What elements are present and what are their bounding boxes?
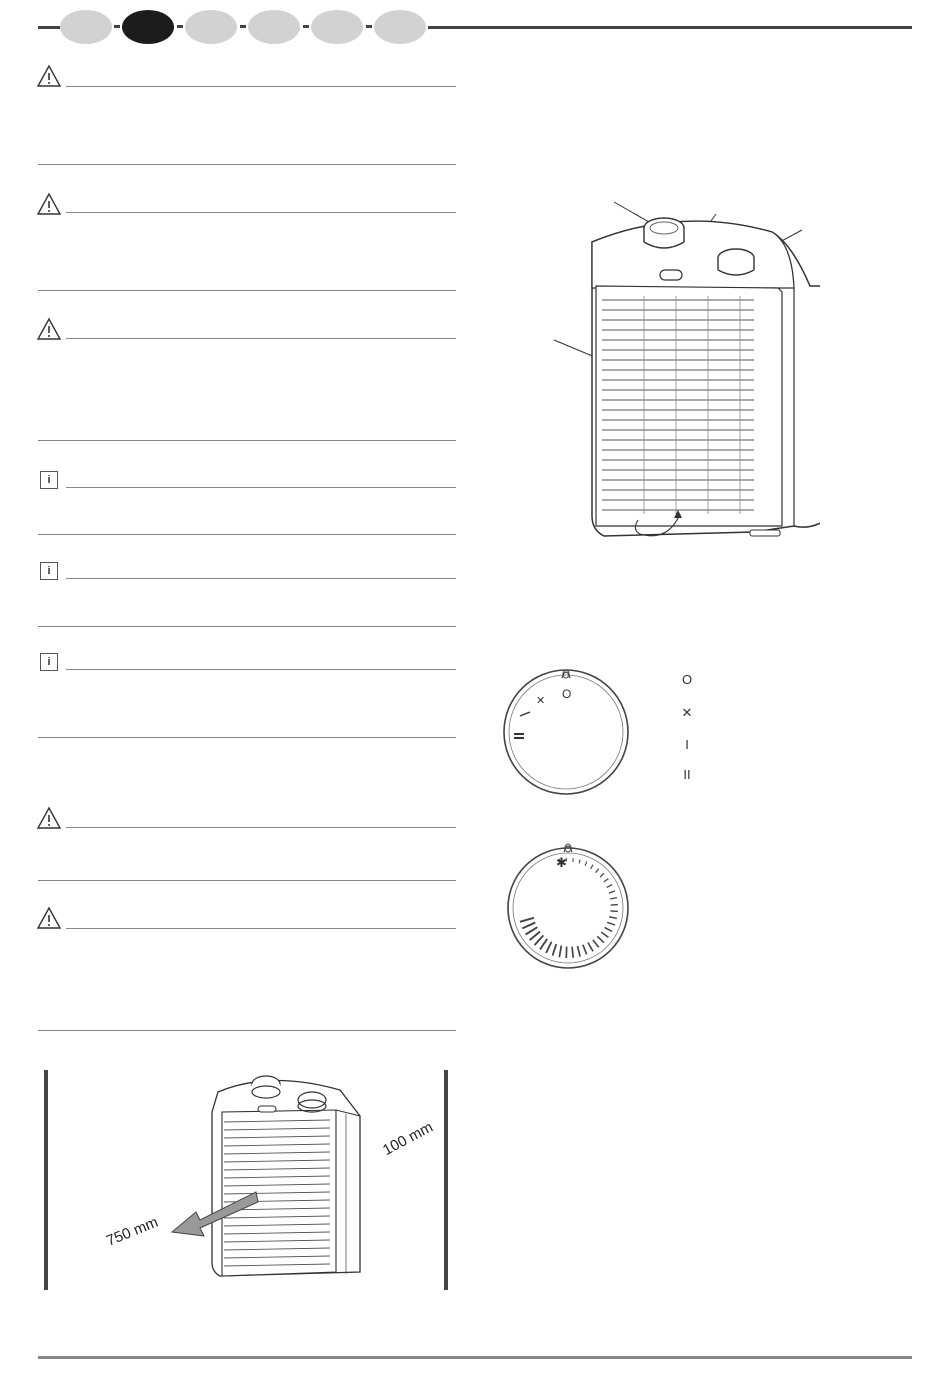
front-clearance-label: 750 mm <box>104 1213 161 1250</box>
tab-separator <box>240 25 246 28</box>
section-divider <box>38 880 456 881</box>
notice-rule <box>66 669 456 670</box>
section-divider <box>38 1030 456 1031</box>
section-divider <box>38 534 456 535</box>
section-divider <box>38 440 456 441</box>
notice-rule <box>66 86 456 87</box>
warning-icon <box>36 806 62 830</box>
heater-parts-diagram <box>540 196 820 548</box>
info-icon: i <box>40 653 58 671</box>
notice-rule <box>66 487 456 488</box>
tab-2[interactable] <box>122 10 174 44</box>
frost-protection-icon: ✱ <box>556 855 567 870</box>
thermostat-tick <box>611 905 618 906</box>
notice-rule <box>66 827 456 828</box>
figure-frame-right <box>444 1070 448 1290</box>
power-high-icon: II <box>683 767 691 782</box>
notice-rule <box>66 578 456 579</box>
tab-separator <box>366 25 372 28</box>
notice-rule <box>66 928 456 929</box>
svg-text:O: O <box>562 687 572 701</box>
warning-icon <box>36 192 62 216</box>
fan-icon: ✕ <box>681 705 693 720</box>
section-divider <box>38 737 456 738</box>
power-low-icon: I <box>685 737 689 752</box>
figure-frame-left <box>44 1070 48 1290</box>
tab-3[interactable] <box>185 10 237 44</box>
tab-separator <box>303 25 309 28</box>
tab-separator <box>114 25 120 28</box>
section-divider <box>38 626 456 627</box>
header-rule-left <box>38 26 60 29</box>
side-clearance-label: 100 mm <box>380 1118 436 1160</box>
footer-rule <box>38 1356 912 1359</box>
off-icon: O <box>681 672 693 687</box>
tab-5[interactable] <box>311 10 363 44</box>
tab-4[interactable] <box>248 10 300 44</box>
tab-6[interactable] <box>374 10 426 44</box>
tab-1[interactable] <box>60 10 112 44</box>
section-divider <box>38 290 456 291</box>
tab-separator <box>177 25 183 28</box>
notice-rule <box>66 338 456 339</box>
thermostat-dial[interactable] <box>500 836 636 976</box>
header-rule-right <box>428 26 912 29</box>
mode-selector-dial[interactable] <box>496 660 636 802</box>
warning-icon <box>36 317 62 341</box>
thermostat-tick <box>572 947 573 958</box>
info-icon: i <box>40 471 58 489</box>
warning-icon <box>36 906 62 930</box>
notice-rule <box>66 212 456 213</box>
section-divider <box>38 164 456 165</box>
info-icon: i <box>40 562 58 580</box>
svg-text:✕: ✕ <box>536 695 546 707</box>
warning-icon <box>36 64 62 88</box>
heater-clearance-illustration <box>160 1072 390 1292</box>
thermostat-tick <box>610 911 618 912</box>
